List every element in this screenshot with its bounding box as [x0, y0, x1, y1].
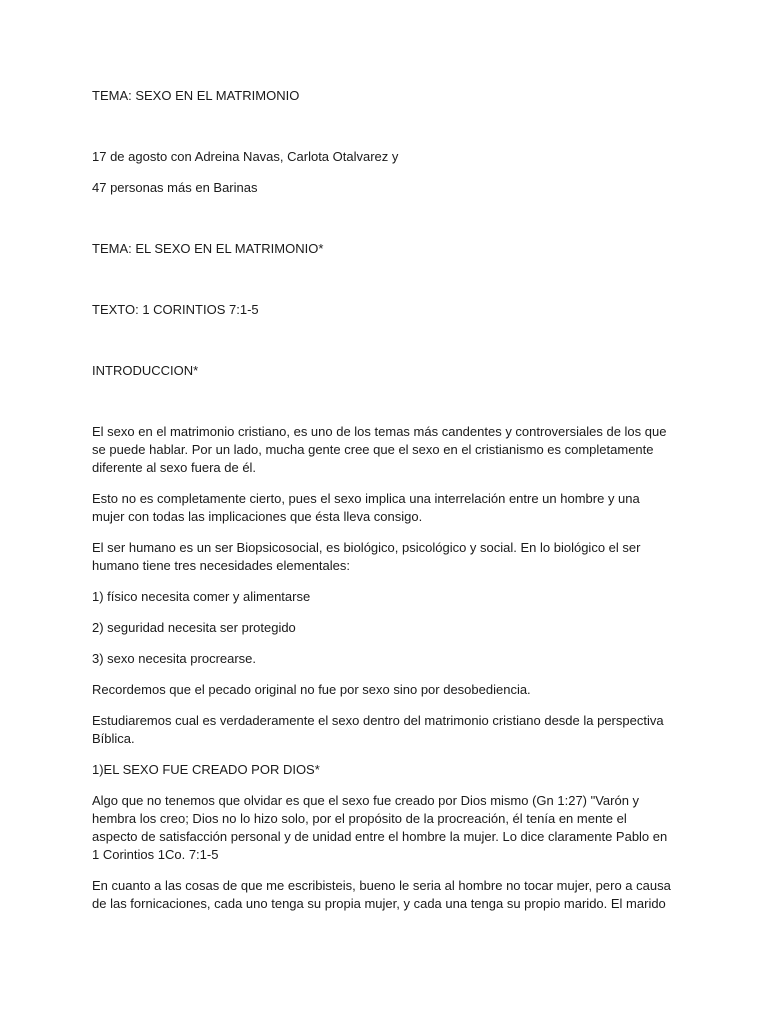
list-item-3: 3) sexo necesita procrearse.: [92, 651, 257, 666]
document-body: [92, 86, 682, 913]
paragraph-3: [92, 539, 682, 575]
paragraph-2-line-1: Esto no es completamente cierto, pues el sexo implica una interrelación entre un hombre y una: [92, 491, 640, 506]
paragraph-5-line-1: Estudiaremos cual es verdaderamente el sexo dentro del matrimonio cristiano desde la perspectiva: [92, 713, 664, 728]
paragraph-1: [92, 423, 682, 477]
paragraph-5-line-2: Bíblica.: [92, 731, 135, 746]
paragraph-7: [92, 877, 682, 913]
paragraph-5: [92, 712, 682, 748]
paragraph-7-line-1: En cuanto a las cosas de que me escribisteis, bueno le seria al hombre no tocar mujer, pero a causa: [92, 878, 671, 893]
paragraph-6-line-1: Algo que no tenemos que olvidar es que el sexo fue creado por Dios mismo (Gn 1:27) "Varón y: [92, 793, 640, 808]
paragraph-7-line-2: de las fornicaciones, cada uno tenga su propia mujer, y cada una tenga su propio marido. El marido: [92, 896, 666, 911]
date-line-2: 47 personas más en Barinas: [92, 180, 258, 195]
paragraph-6-line-3: aspecto de satisfacción personal y de unidad entre el hombre la mujer. Lo dice claramente Pablo en: [92, 829, 668, 844]
paragraph-3-line-1: El ser humano es un ser Biopsicosocial, es biológico, psicológico y social. En lo biológico el ser: [92, 540, 641, 555]
date-line-1: 17 de agosto con Adreina Navas, Carlota Otalvarez y: [92, 149, 399, 164]
heading-tema-el-sexo: TEMA: EL SEXO EN EL MATRIMONIO*: [92, 241, 324, 256]
paragraph-2-line-2: mujer con todas las implicaciones que ésta lleva consigo.: [92, 509, 423, 524]
heading-texto: TEXTO: 1 CORINTIOS 7:1-5: [92, 302, 259, 317]
paragraph-6-line-2: hembra los creo; Dios no lo hizo solo, por el propósito de la procreación, él tenía en mente el: [92, 811, 627, 826]
heading-tema-sexo: TEMA: SEXO EN EL MATRIMONIO: [92, 88, 300, 103]
heading-introduccion: INTRODUCCION*: [92, 363, 199, 378]
paragraph-1-line-3: diferente al sexo fuera de él.: [92, 460, 257, 475]
heading-sexo-creado: 1)EL SEXO FUE CREADO POR DIOS*: [92, 762, 320, 777]
paragraph-3-line-2: humano tiene tres necesidades elementales:: [92, 558, 350, 573]
list-item-2: 2) seguridad necesita ser protegido: [92, 620, 296, 635]
list-item-1: 1) físico necesita comer y alimentarse: [92, 589, 311, 604]
paragraph-4: Recordemos que el pecado original no fue por sexo sino por desobediencia.: [92, 682, 531, 697]
paragraph-1-line-1: El sexo en el matrimonio cristiano, es uno de los temas más candentes y controversiales de los que: [92, 424, 667, 439]
paragraph-2: [92, 490, 682, 526]
paragraph-6: [92, 792, 682, 864]
paragraph-1-line-2: se puede hablar. Por un lado, mucha gente cree que el sexo en el cristianismo es completamente: [92, 442, 654, 457]
paragraph-6-line-4: 1 Corintios 1Co. 7:1-5: [92, 847, 219, 862]
